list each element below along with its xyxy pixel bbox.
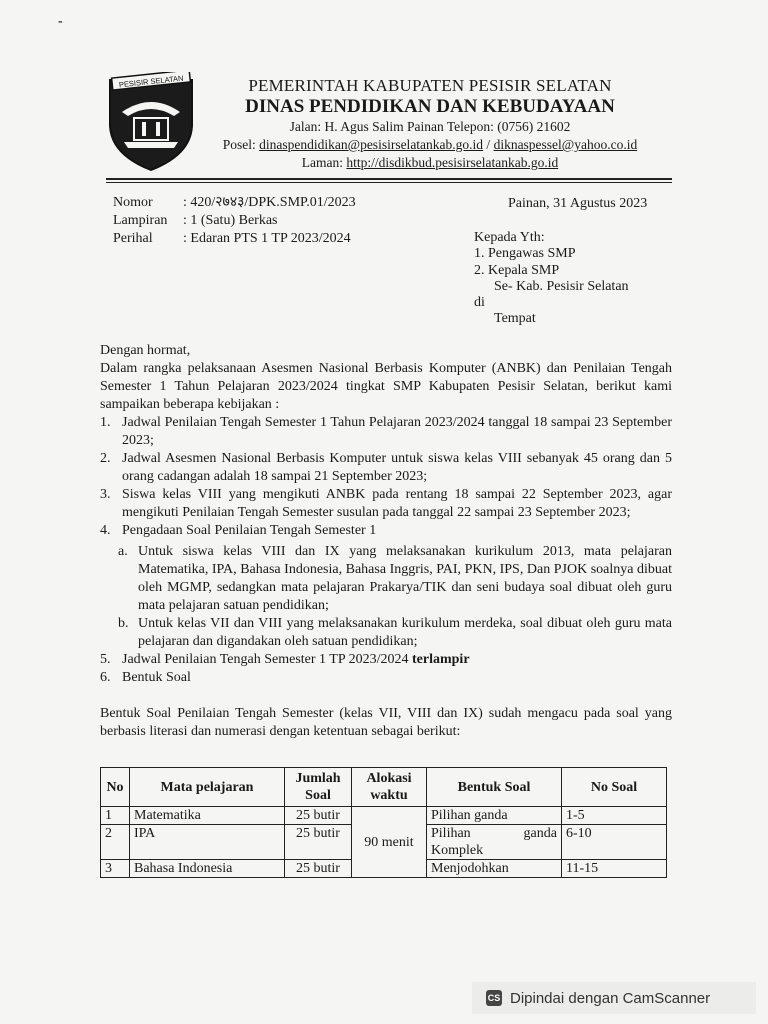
list-text: Siswa kelas VIII yang mengikuti ANBK pada rentang 18 sampai 22 September 2023, agar mengikuti Penilaian Tengah Semester susulan pada tanggal 22 sampai 23 September 2023; — [122, 487, 672, 520]
email-label: Posel: — [222, 137, 260, 152]
list-number: 4. — [100, 523, 111, 538]
lampiran-value: : 1 (Satu) Berkas — [183, 213, 278, 228]
cell-subject: IPA — [130, 825, 285, 860]
camscanner-watermark — [472, 982, 756, 1014]
intro-paragraph: Dalam rangka pelaksanaan Asesmen Nasional Berbasis Komputer (ANBK) dan Penilaian Tengah Semester 1 Tahun Pelajaran 2023/2024 tingkat SMP Kabupaten Pesisir Selatan, berikut kami sampaikan beberapa kebijakan : — [100, 361, 672, 412]
email-link-2[interactable]: diknaspessel@yahoo.co.id — [493, 137, 638, 152]
recipient-item-2-detail: Se- Kab. Pesisir Selatan — [494, 278, 629, 294]
list-number: 6. — [100, 670, 111, 685]
recipient-heading: Kepada Yth: — [474, 230, 545, 245]
list-text-bold: terlampir — [412, 652, 470, 667]
crest-text: PESISIR SELATAN — [118, 73, 184, 90]
table-header: Mata pelajaran — [130, 768, 285, 807]
recipient-di: di — [474, 295, 485, 311]
list-number: 1. — [100, 415, 111, 430]
policy-list — [100, 414, 672, 540]
cell-form: Menjodohkan — [427, 860, 562, 878]
list-number: 3. — [100, 487, 111, 502]
list-text: Bentuk Soal — [122, 670, 191, 685]
letterhead-website-line — [200, 154, 660, 172]
cell-numbers: 11-15 — [562, 860, 667, 878]
list-item — [100, 414, 672, 450]
cell-numbers: 6-10 — [562, 825, 667, 860]
cell-subject: Matematika — [130, 807, 285, 825]
table-header: Jumlah Soal — [285, 768, 352, 807]
nomor-value: : 420/२७४३/DPK.SMP.01/2023 — [183, 195, 356, 210]
recipient-block — [474, 230, 629, 328]
cell-no: 2 — [101, 825, 130, 860]
perihal-label: Perihal — [113, 231, 153, 246]
perihal-value: : Edaran PTS 1 TP 2023/2024 — [183, 231, 351, 246]
list-text: Jadwal Penilaian Tengah Semester 1 TP 2023/2024 — [122, 652, 412, 667]
table-header-row — [101, 768, 667, 807]
sub-list-item — [100, 543, 672, 615]
list-letter: b. — [118, 616, 129, 631]
cell-form: Pilihan ganda Komplek — [427, 825, 562, 860]
cell-no: 1 — [101, 807, 130, 825]
sub-list — [100, 543, 672, 651]
watermark-text: Dipindai dengan CamScanner — [510, 989, 711, 1007]
list-text: Jadwal Asesmen Nasional Berbasis Komputer untuk siswa kelas VIII sebanyak 45 orang dan 5 orang cadangan adalah 18 sampai 21 September 2023; — [122, 451, 672, 484]
letter-date: Painan, 31 Agustus 2023 — [508, 196, 648, 211]
email-separator: / — [483, 137, 494, 152]
letter-meta — [113, 194, 356, 248]
question-form-paragraph: Bentuk Soal Penilaian Tengah Semester (kelas VII, VIII dan IX) sudah mengacu pada soal yang berbasis literasi dan numerasi dengan ketentuan sebagai berikut: — [100, 706, 672, 739]
list-letter: a. — [118, 544, 128, 559]
list-item — [100, 522, 672, 540]
list-item — [100, 450, 672, 486]
list-item — [100, 651, 672, 669]
greeting: Dengan hormat, — [100, 343, 191, 358]
list-number: 2. — [100, 451, 111, 466]
cell-count: 25 butir — [285, 860, 352, 878]
policy-list-cont — [100, 651, 672, 687]
table-header: Alokasi waktu — [352, 768, 427, 807]
table-row — [101, 807, 667, 825]
letterhead-government: PEMERINTAH KABUPATEN PESISIR SELATAN — [248, 76, 612, 95]
lampiran-label: Lampiran — [113, 213, 168, 228]
letterhead-agency: DINAS PENDIDIKAN DAN KEBUDAYAAN — [245, 96, 615, 117]
list-number: 5. — [100, 652, 111, 667]
nomor-label: Nomor — [113, 195, 153, 210]
letterhead-address: Jalan: H. Agus Salim Painan Telepon: (0756) 21602 — [289, 119, 571, 134]
letterhead-rule-thin — [106, 182, 672, 183]
website-link[interactable]: http://disdikbud.pesisirselatankab.go.id — [346, 155, 559, 170]
cell-no: 3 — [101, 860, 130, 878]
list-text: Pengadaan Soal Penilaian Tengah Semester 1 — [122, 523, 377, 538]
corner-mark: - — [58, 14, 63, 29]
list-item — [100, 669, 672, 687]
exam-table — [100, 767, 667, 878]
table-header: Bentuk Soal — [427, 768, 562, 807]
letterhead-email-line — [200, 136, 660, 154]
sub-list-item — [100, 615, 672, 651]
camscanner-icon: CS — [486, 990, 502, 1006]
website-label: Laman: — [301, 155, 347, 170]
cell-subject: Bahasa Indonesia — [130, 860, 285, 878]
cell-form: Pilihan ganda — [427, 807, 562, 825]
recipient-item-2: 2. Kepala SMP — [474, 262, 560, 278]
cell-count: 25 butir — [285, 807, 352, 825]
recipient-item-1: 1. Pengawas SMP — [474, 246, 576, 262]
cell-count: 25 butir — [285, 825, 352, 860]
list-text: Untuk siswa kelas VIII dan IX yang melaksanakan kurikulum 2013, mata pelajaran Matematika, IPA, Bahasa Indonesia, Bahasa Inggris, PAI, PKN, IPS, Dan PJOK soalnya dibuat oleh MGMP, sedangkan mata pelajaran Prakarya/TIK dan seni budaya soal dibuat oleh guru mata pelajaran satuan pendidikan; — [138, 544, 672, 613]
list-item — [100, 486, 672, 522]
letterhead — [200, 76, 660, 172]
recipient-tempat: Tempat — [494, 311, 536, 327]
regency-crest-icon — [104, 72, 198, 172]
letter-body — [100, 342, 672, 741]
cell-numbers: 1-5 — [562, 807, 667, 825]
cell-duration: 90 menit — [352, 807, 427, 878]
list-text: Untuk kelas VII dan VIII yang melaksanakan kurikulum merdeka, soal dibuat oleh guru mata pelajaran dan digandakan oleh satuan pendidikan; — [138, 616, 672, 649]
email-link-1[interactable]: dinaspendidikan@pesisirselatankab.go.id — [259, 137, 484, 152]
table-header: No Soal — [562, 768, 667, 807]
list-text: Jadwal Penilaian Tengah Semester 1 Tahun Pelajaran 2023/2024 tanggal 18 sampai 23 September 2023; — [122, 415, 672, 448]
letterhead-rule-thick — [106, 178, 672, 180]
table-header: No — [101, 768, 130, 807]
